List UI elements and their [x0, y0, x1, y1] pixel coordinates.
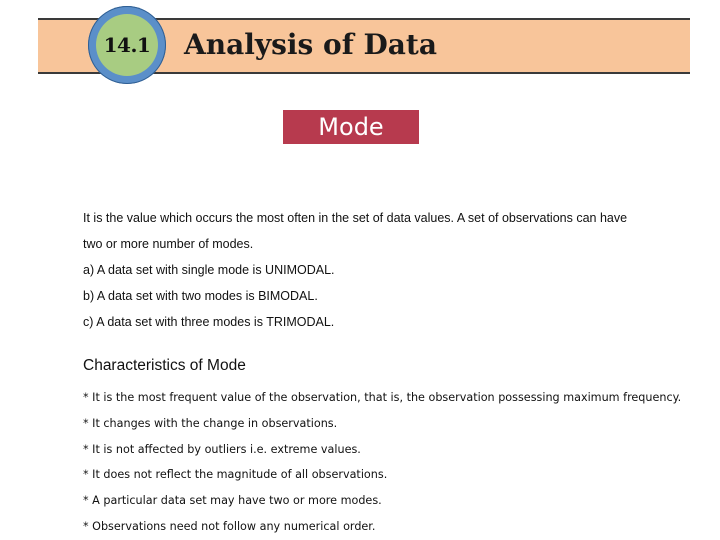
list-item: * Observations need not follow any numerical order. [83, 519, 376, 533]
topic-label: Mode [283, 110, 419, 144]
characteristics-heading: Characteristics of Mode [83, 357, 246, 374]
definition-line: two or more number of modes. [83, 237, 254, 251]
definition-text [83, 205, 683, 335]
section-badge-inner [96, 14, 158, 76]
definition-line: b) A data set with two modes is BIMODAL. [83, 289, 318, 303]
list-item: * It does not reflect the magnitude of all observations. [83, 468, 388, 482]
chapter-title: Analysis of Data [184, 28, 438, 61]
definition-line: It is the value which occurs the most often in the set of data values. A set of observations can have [83, 211, 628, 225]
characteristics-list [83, 385, 693, 540]
section-badge [88, 6, 166, 84]
list-item: * It is the most frequent value of the observation, that is, the observation possessing maximum frequency. [83, 391, 682, 404]
section-number: 14.1 [103, 33, 151, 57]
list-item: * It changes with the change in observations. [83, 416, 338, 430]
definition-line: a) A data set with single mode is UNIMODAL. [83, 263, 335, 277]
list-item: * A particular data set may have two or more modes. [83, 494, 382, 508]
list-item: * It is not affected by outliers i.e. extreme values. [83, 442, 361, 456]
definition-line: c) A data set with three modes is TRIMODAL. [83, 315, 335, 329]
